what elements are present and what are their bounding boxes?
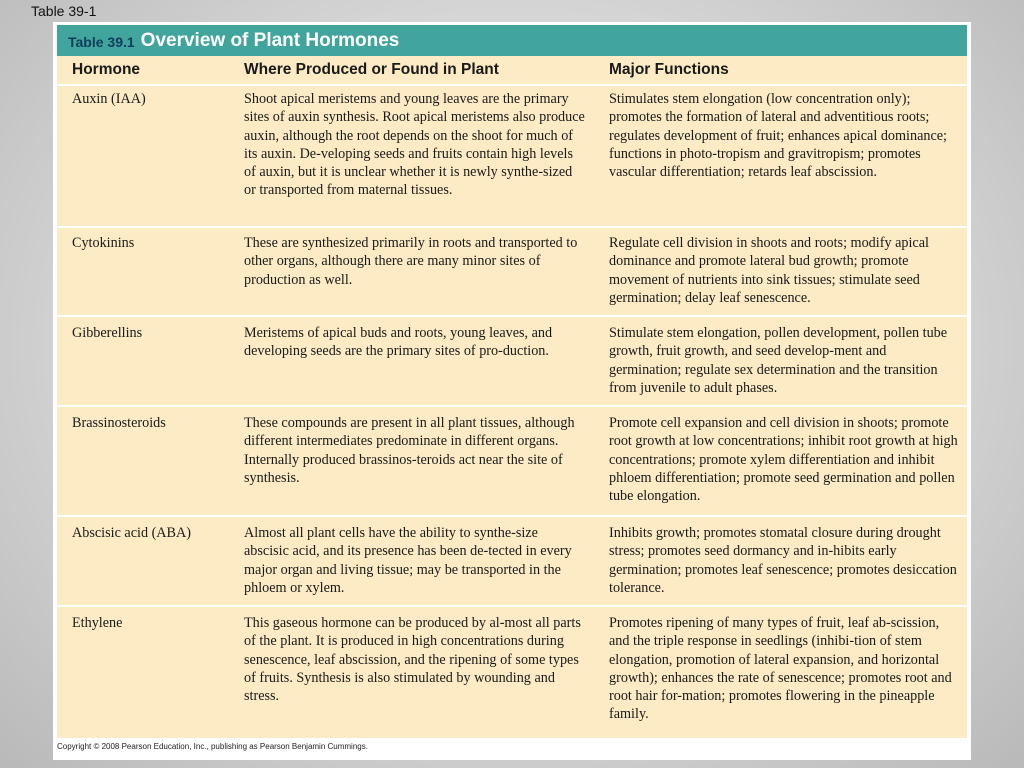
table-row: [57, 234, 967, 314]
major-functions: Stimulates stem elongation (low concentration only); promotes the formation of lateral and adventitious roots; regulates development of fruit; enhances apical dominance; functions in photo-tropism and gravitropism; promotes vascular differentiation; retards leaf abscission.: [609, 91, 947, 181]
production-site: Meristems of apical buds and roots, young leaves, and developing seeds are the primary sites of pro-duction.: [244, 325, 553, 360]
hormone-name: Auxin (IAA): [72, 91, 146, 107]
production-site: This gaseous hormone can be produced by al-most all parts of the plant. It is produced in high concentrations during senescence, leaf abscission, and the ripening of some types of fruits. Synthesis is also stimulated by wounding and stress.: [244, 615, 581, 705]
row-divider: [57, 315, 967, 317]
table-card: [53, 22, 971, 760]
hormone-name: Abscisic acid (ABA): [72, 525, 191, 541]
table-row: [57, 90, 967, 224]
row-divider: [57, 226, 967, 228]
table-title: Overview of Plant Hormones: [140, 29, 400, 51]
hormone-name: Cytokinins: [72, 235, 135, 251]
header-divider: [57, 84, 967, 86]
hormone-name: Ethylene: [72, 615, 123, 631]
hormone-name: Brassinosteroids: [72, 415, 166, 431]
major-functions: Promotes ripening of many types of fruit, leaf ab-scission, and the triple response in seedlings (inhibi-tion of stem elongation, promotion of lateral expansion, and horizontal growth); enhances the rate of senescence; promotes root and root hair for-mation; promotes flowering in the pineapple family.: [609, 615, 952, 723]
production-site: These compounds are present in all plant tissues, although different intermediates predominate in different organs. Internally produced brassinos-teroids act near the site of synthesis.: [244, 415, 575, 486]
column-header-hormone: Hormone: [72, 61, 141, 78]
table-row: [57, 614, 967, 730]
production-site: Almost all plant cells have the ability to synthe-size abscisic acid, and its presence has been de-tected in every major organ and living tissue; may be transported in the phloem or xylem.: [244, 525, 572, 596]
table-number: Table 39.1: [68, 33, 135, 50]
major-functions: Stimulate stem elongation, pollen development, pollen tube growth, fruit growth, and seed develop-ment and germination; regulate sex determination and the transition from juvenile to adult phases.: [609, 325, 948, 396]
production-site: Shoot apical meristems and young leaves are the primary sites of auxin synthesis. Root apical meristems also produce auxin, although the root depends on the shoot for much of its auxin. De-veloping seeds and fruits contain high levels of auxin, but it is unclear whether it is newly synthe-sized or transported from maternal tissues.: [244, 91, 585, 199]
row-divider: [57, 405, 967, 407]
major-functions: Inhibits growth; promotes stomatal closure during drought stress; promotes seed dormancy and in-hibits early germination; promotes leaf senescence; promotes desiccation tolerance.: [609, 525, 957, 596]
row-divider: [57, 605, 967, 607]
table-row: [57, 524, 967, 604]
row-divider: [57, 515, 967, 517]
copyright-notice: Copyright © 2008 Pearson Education, Inc., publishing as Pearson Benjamin Cummings.: [57, 742, 368, 751]
column-header-major-functions: Major Functions: [609, 61, 729, 78]
production-site: These are synthesized primarily in roots and transported to other organs, although there are many minor sites of production as well.: [244, 235, 578, 288]
table-header-bar: [57, 25, 967, 56]
hormone-table: [57, 56, 967, 738]
slide-title: Table 39-1: [31, 3, 97, 19]
major-functions: Promote cell expansion and cell division in shoots; promote root growth at low concentrations; inhibit root growth at high concentrations; promote xylem differentiation and inhibit phloem differentiation; promote seed germination and pollen tube elongation.: [609, 415, 958, 505]
table-row: [57, 324, 967, 404]
major-functions: Regulate cell division in shoots and roots; modify apical dominance and promote lateral bud growth; promote movement of nutrients into sink tissues; stimulate seed germination; delay leaf senescence.: [609, 235, 929, 306]
table-row: [57, 414, 967, 510]
hormone-name: Gibberellins: [72, 325, 143, 341]
column-header-where-produced: Where Produced or Found in Plant: [244, 61, 499, 78]
